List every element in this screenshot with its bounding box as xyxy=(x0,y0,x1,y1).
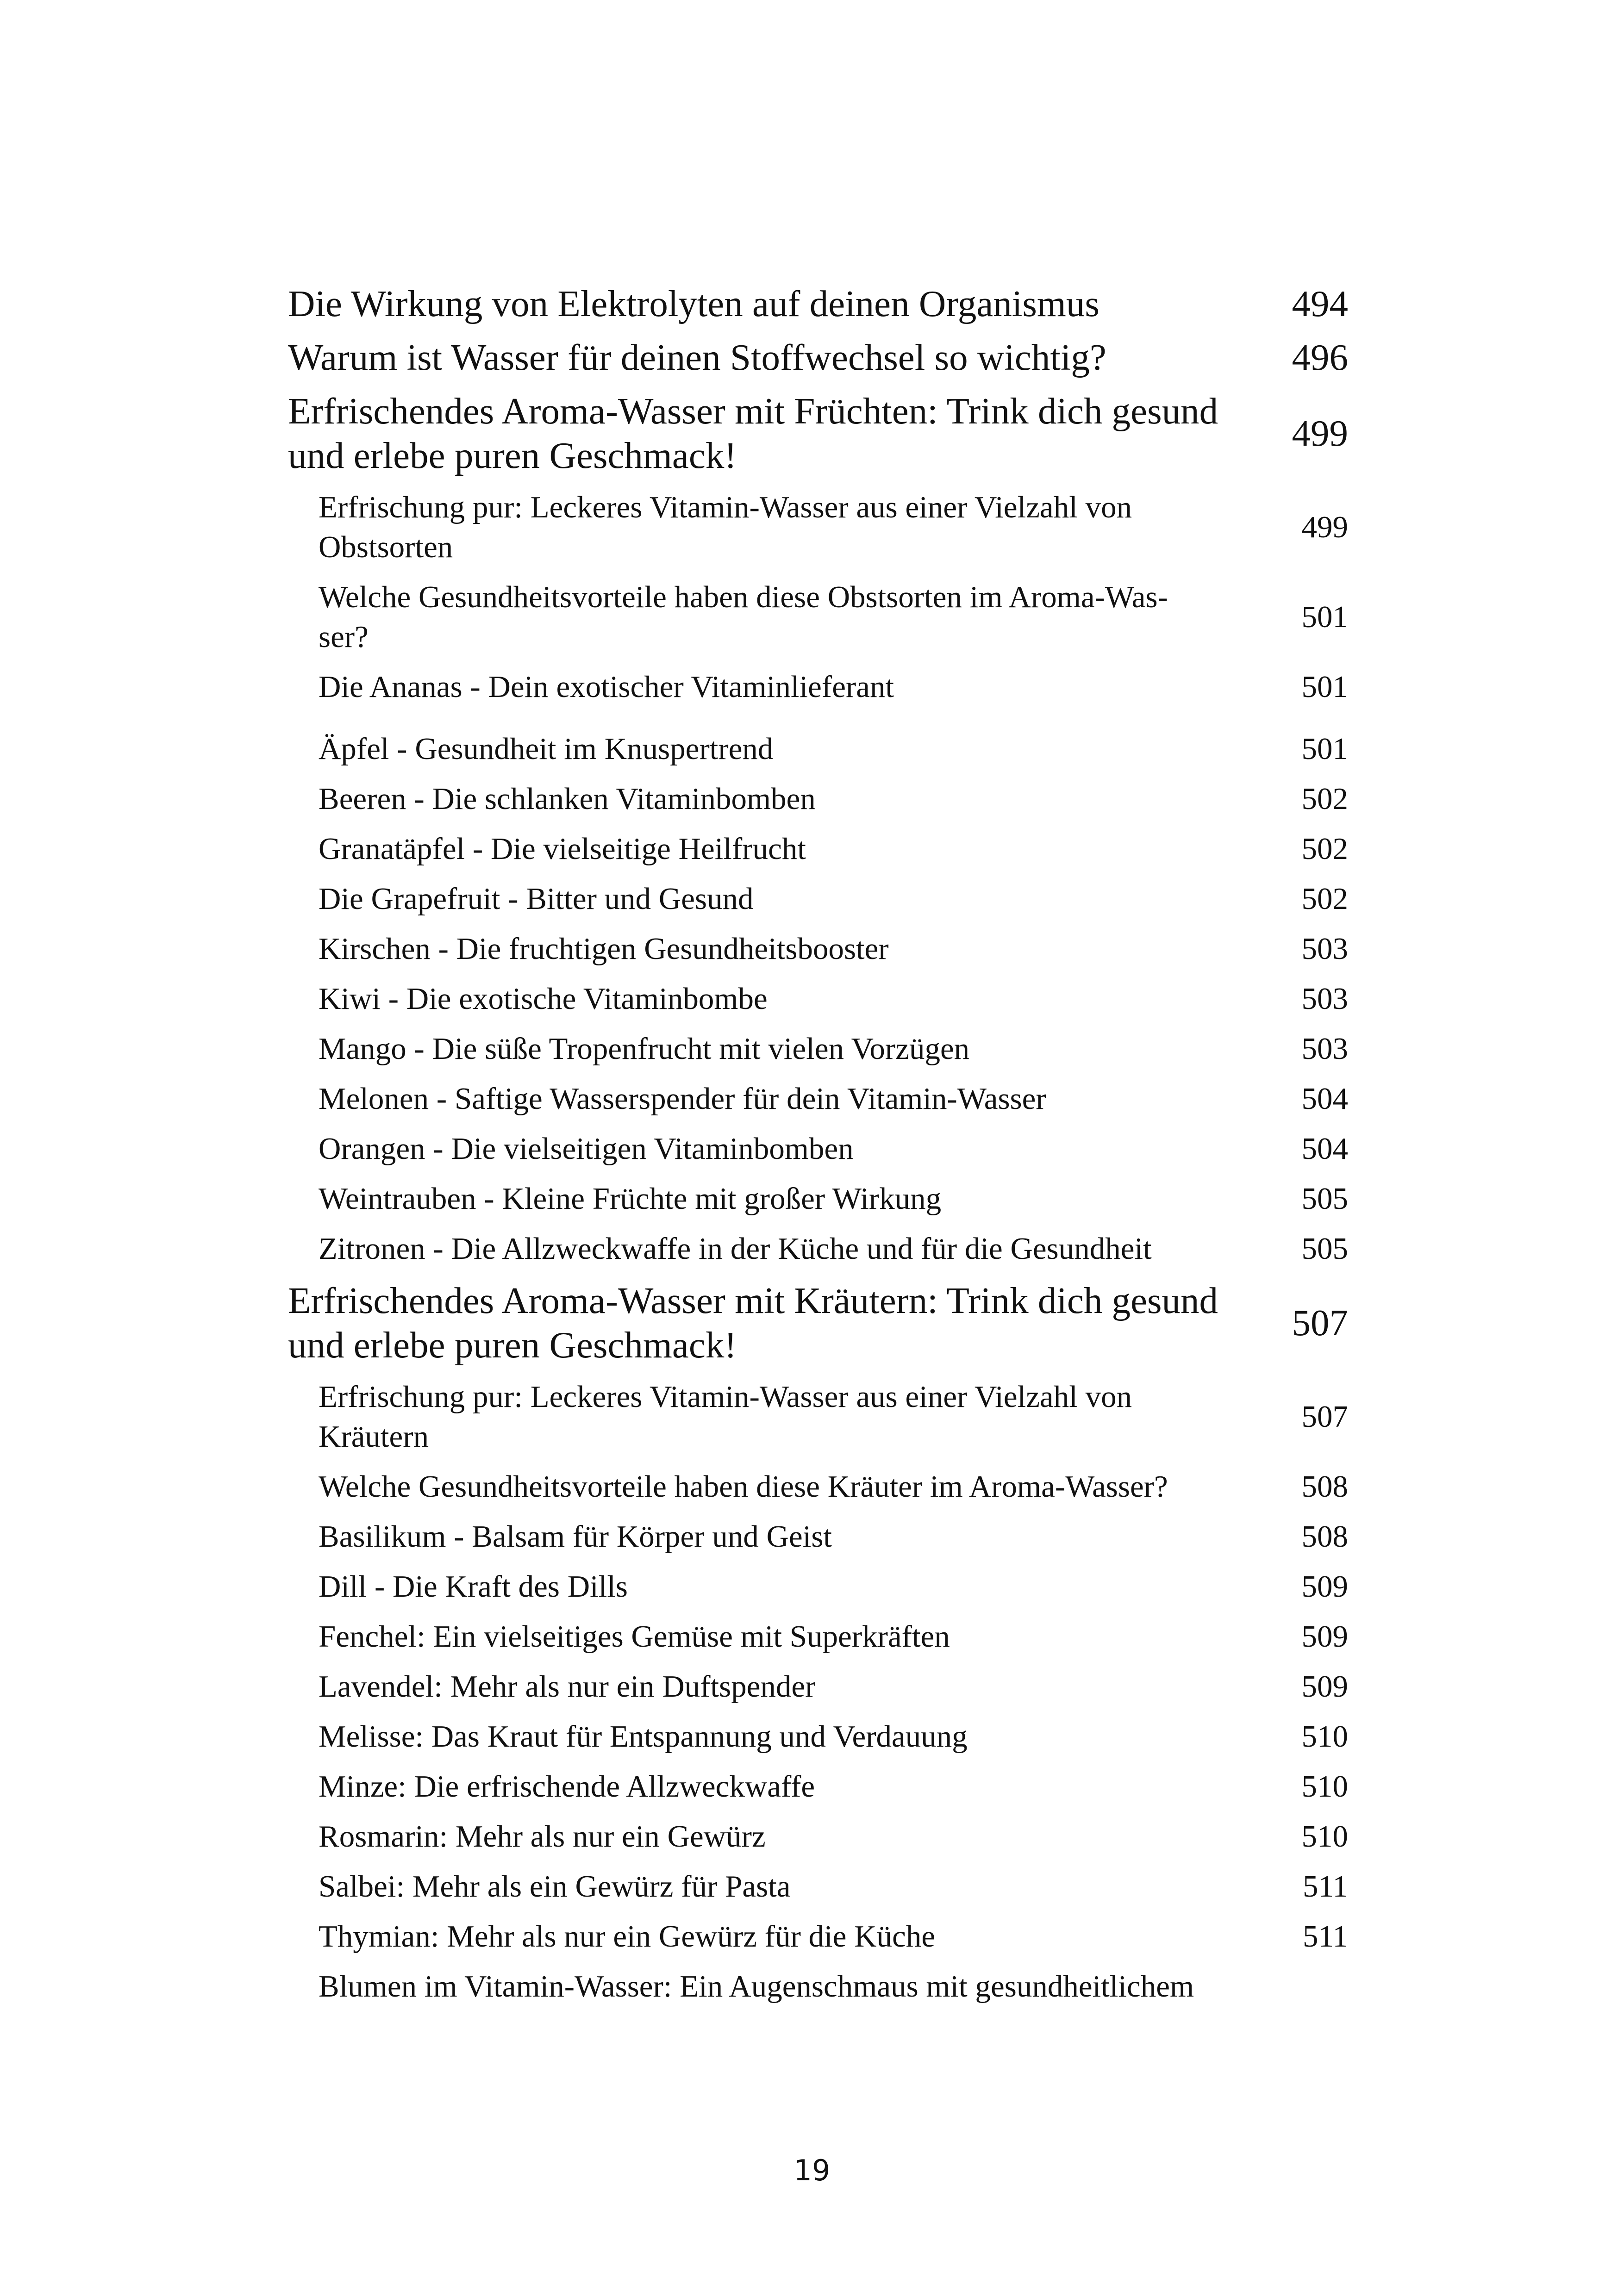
toc-subentry-page: 503 xyxy=(1301,1032,1348,1066)
toc-subentry-page: 510 xyxy=(1301,1819,1348,1854)
toc-subentry-page: 501 xyxy=(1301,670,1348,704)
toc-subentry-title: Thymian: Mehr als nur ein Gewürz für die Küche xyxy=(319,1919,936,1954)
toc-subentry[interactable] xyxy=(288,824,1348,874)
toc-subentry[interactable] xyxy=(288,974,1348,1024)
toc-entry-title: Erfrischendes Aroma-Wasser mit Früchten: Trink dich gesund und erlebe puren Geschmack! xyxy=(288,390,1218,476)
toc-subentry-title: Welche Gesundheitsvorteile haben diese Kräuter im Aroma-Wasser? xyxy=(319,1469,1168,1504)
toc-subentry-page: 499 xyxy=(1301,510,1348,544)
toc-subentry-page: 503 xyxy=(1301,932,1348,966)
toc-subentry-page: 501 xyxy=(1301,732,1348,766)
toc-subentry[interactable] xyxy=(288,1661,1348,1711)
toc-subentry[interactable] xyxy=(288,1961,1348,2011)
toc-subentry-title: Erfrischung pur: Leckeres Vitamin-Wasser aus einer Vielzahl von Kräutern xyxy=(319,1380,1132,1454)
toc-subentry-title: Fenchel: Ein vielseitiges Gemüse mit Superkräften xyxy=(319,1619,950,1654)
toc-subentry[interactable] xyxy=(288,924,1348,974)
toc-subentry[interactable] xyxy=(288,1911,1348,1961)
toc-subentry[interactable] xyxy=(288,1861,1348,1911)
toc-entry-page: 494 xyxy=(1292,283,1348,324)
toc-subentry[interactable] xyxy=(288,1074,1348,1124)
page-number: 19 xyxy=(793,2153,831,2187)
toc-subentry-title: Orangen - Die vielseitigen Vitaminbomben xyxy=(319,1132,854,1166)
toc-subentry-title: Dill - Die Kraft des Dills xyxy=(319,1569,628,1604)
toc-subentry-page: 502 xyxy=(1301,782,1348,816)
toc-subentry-page: 504 xyxy=(1301,1132,1348,1166)
toc-subentry[interactable] xyxy=(288,1224,1348,1274)
toc-entry[interactable] xyxy=(288,1274,1348,1372)
toc-subentry[interactable] xyxy=(288,874,1348,924)
toc-entry[interactable] xyxy=(288,384,1348,482)
toc-subentry[interactable] xyxy=(288,1761,1348,1811)
toc-subentry[interactable] xyxy=(288,1124,1348,1174)
toc-subentry[interactable] xyxy=(288,1372,1348,1462)
toc-subentry-title: Kirschen - Die fruchtigen Gesundheitsbooster xyxy=(319,932,889,966)
toc-entry[interactable] xyxy=(288,277,1348,330)
toc-subentry-title: Lavendel: Mehr als nur ein Duftspender xyxy=(319,1669,816,1704)
toc-subentry-page: 502 xyxy=(1301,832,1348,866)
toc-subentry-title: Welche Gesundheitsvorteile haben diese Obstsorten im Aroma-Was- ser? xyxy=(319,580,1168,654)
toc-subentry[interactable] xyxy=(288,1562,1348,1612)
toc-subentry-title: Blumen im Vitamin-Wasser: Ein Augenschmaus mit gesundheitlichem xyxy=(319,1969,1194,2004)
toc-entry-page: 499 xyxy=(1292,412,1348,454)
toc-subentry-page: 504 xyxy=(1301,1082,1348,1116)
toc-subentry[interactable] xyxy=(288,662,1348,712)
toc-subentry-title: Basilikum - Balsam für Körper und Geist xyxy=(319,1519,832,1554)
toc-entry-page: 507 xyxy=(1292,1302,1348,1344)
toc-subentry-page: 502 xyxy=(1301,882,1348,916)
toc-subentry-title: Granatäpfel - Die vielseitige Heilfrucht xyxy=(319,832,806,866)
toc-subentry-page: 503 xyxy=(1301,982,1348,1016)
toc-subentry-page: 508 xyxy=(1301,1469,1348,1504)
toc-subentry-page: 511 xyxy=(1302,1919,1348,1954)
toc-subentry[interactable] xyxy=(288,1462,1348,1512)
toc-subentry-title: Beeren - Die schlanken Vitaminbomben xyxy=(319,782,816,816)
toc-subentry[interactable] xyxy=(288,1174,1348,1224)
toc-entry-title: Erfrischendes Aroma-Wasser mit Kräutern: Trink dich gesund und erlebe puren Geschmack! xyxy=(288,1280,1218,1366)
toc-subentry[interactable] xyxy=(288,1512,1348,1562)
toc-subentry-page: 508 xyxy=(1301,1519,1348,1554)
toc-subentry-title: Weintrauben - Kleine Früchte mit großer Wirkung xyxy=(319,1182,942,1216)
toc-subentry-title: Minze: Die erfrischende Allzweckwaffe xyxy=(319,1769,815,1804)
table-of-contents xyxy=(288,277,1348,2011)
toc-subentry[interactable] xyxy=(288,1024,1348,1074)
toc-subentry-title: Äpfel - Gesundheit im Knuspertrend xyxy=(319,732,774,766)
toc-subentry-page: 511 xyxy=(1302,1869,1348,1904)
toc-entry-title: Warum ist Wasser für deinen Stoffwechsel so wichtig? xyxy=(288,336,1106,378)
toc-subentry-page: 507 xyxy=(1301,1400,1348,1434)
toc-subentry-title: Melonen - Saftige Wasserspender für dein Vitamin-Wasser xyxy=(319,1082,1046,1116)
toc-subentry-title: Salbei: Mehr als ein Gewürz für Pasta xyxy=(319,1869,791,1904)
toc-subentry-page: 505 xyxy=(1301,1182,1348,1216)
toc-subentry[interactable] xyxy=(288,482,1348,572)
toc-subentry-page: 505 xyxy=(1301,1232,1348,1266)
toc-subentry-page: 509 xyxy=(1301,1569,1348,1604)
toc-entry[interactable] xyxy=(288,330,1348,384)
toc-subentry-title: Erfrischung pur: Leckeres Vitamin-Wasser aus einer Vielzahl von Obstsorten xyxy=(319,490,1132,564)
toc-subentry[interactable] xyxy=(288,1811,1348,1861)
toc-entry-title: Die Wirkung von Elektrolyten auf deinen Organismus xyxy=(288,283,1099,324)
toc-subentry[interactable] xyxy=(288,572,1348,662)
toc-subentry-title: Melisse: Das Kraut für Entspannung und Verdauung xyxy=(319,1719,968,1754)
toc-subentry[interactable] xyxy=(288,1711,1348,1761)
toc-subentry-page: 509 xyxy=(1301,1619,1348,1654)
toc-subentry-title: Mango - Die süße Tropenfrucht mit vielen Vorzügen xyxy=(319,1032,970,1066)
toc-subentry[interactable] xyxy=(288,724,1348,774)
toc-subentry[interactable] xyxy=(288,774,1348,824)
toc-subentry-page: 501 xyxy=(1301,600,1348,634)
toc-subentry-title: Rosmarin: Mehr als nur ein Gewürz xyxy=(319,1819,766,1854)
toc-subentry-page: 509 xyxy=(1301,1669,1348,1704)
toc-entry-page: 496 xyxy=(1292,336,1348,378)
toc-subentry-title: Die Grapefruit - Bitter und Gesund xyxy=(319,882,754,916)
toc-subentry-page: 510 xyxy=(1301,1719,1348,1754)
toc-subentry-title: Die Ananas - Dein exotischer Vitaminlieferant xyxy=(319,670,894,704)
toc-subentry[interactable] xyxy=(288,1612,1348,1661)
toc-subentry-page: 510 xyxy=(1301,1769,1348,1804)
toc-subentry-title: Zitronen - Die Allzweckwaffe in der Küche und für die Gesundheit xyxy=(319,1232,1152,1266)
toc-subentry-title: Kiwi - Die exotische Vitaminbombe xyxy=(319,982,768,1016)
